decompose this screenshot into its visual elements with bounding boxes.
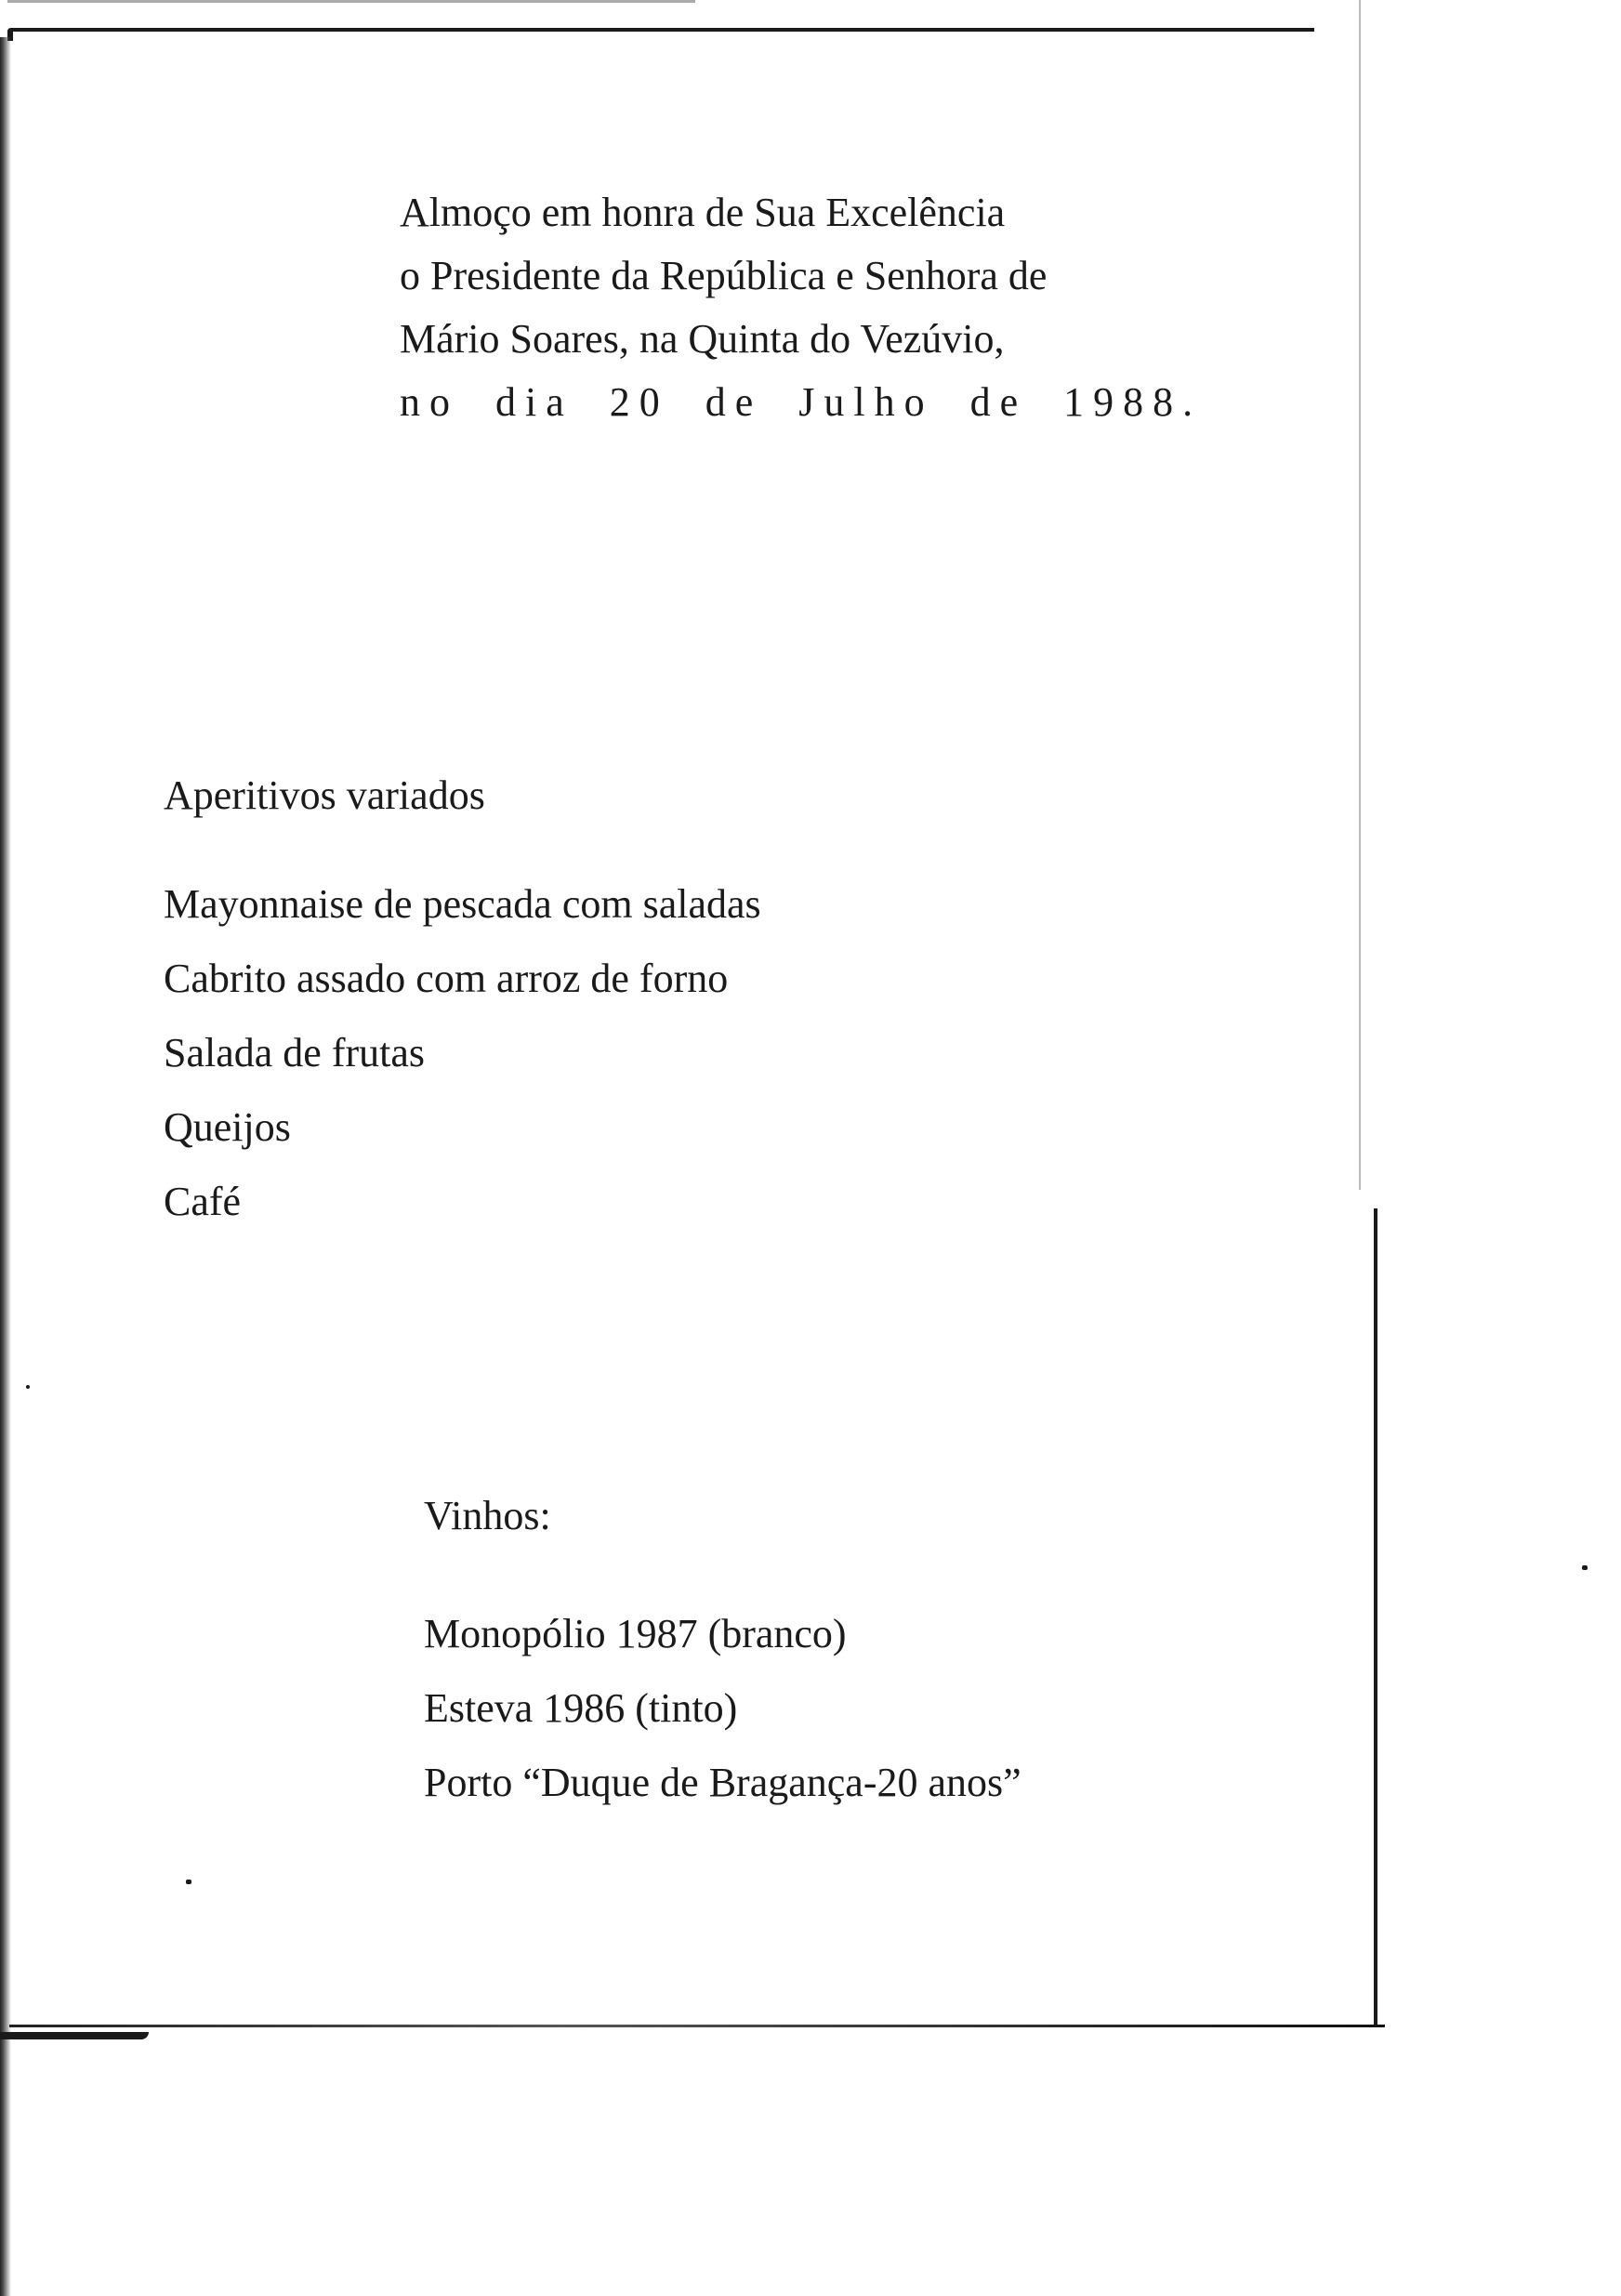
wine-item: Esteva 1986 (tinto)	[424, 1685, 738, 1731]
page-edge-bottom	[9, 2025, 1385, 2027]
scan-speck	[186, 1880, 191, 1884]
event-heading	[400, 181, 1218, 434]
page-edge-right	[1374, 1208, 1377, 2026]
wines-section	[424, 1492, 1279, 1820]
menu-dish: Salada de frutas	[164, 1030, 425, 1075]
heading-line: Almoço em honra de Sua Excelência	[400, 190, 1006, 235]
heading-line: o Presidente da República e Senhora de	[400, 253, 1048, 298]
page-edge-bottom-corner	[0, 2032, 149, 2039]
page-edge-left	[0, 37, 11, 2296]
wine-item: Monopólio 1987 (branco)	[424, 1611, 847, 1656]
menu-dish: Mayonnaise de pescada com saladas	[164, 881, 761, 927]
page-edge-top-fade	[7, 0, 695, 3]
wines-label: Vinhos:	[424, 1493, 551, 1538]
menu-dish: Café	[164, 1179, 242, 1224]
scan-speck	[26, 1385, 30, 1389]
menu-dish: Cabrito assado com arroz de forno	[164, 956, 729, 1001]
page-edge-right-faint	[1359, 0, 1361, 1190]
menu-section	[164, 772, 1186, 1239]
wine-item: Porto “Duque de Bragança-20 anos”	[424, 1760, 1021, 1805]
menu-aperitivos: Aperitivos variados	[164, 772, 485, 818]
heading-line-date: no dia 20 de Julho de 1988.	[400, 379, 1203, 425]
menu-dish: Queijos	[164, 1104, 291, 1150]
heading-line: Mário Soares, na Quinta do Vezúvio,	[400, 316, 1005, 362]
page-edge-top	[7, 28, 1314, 41]
scan-speck	[1582, 1565, 1588, 1570]
